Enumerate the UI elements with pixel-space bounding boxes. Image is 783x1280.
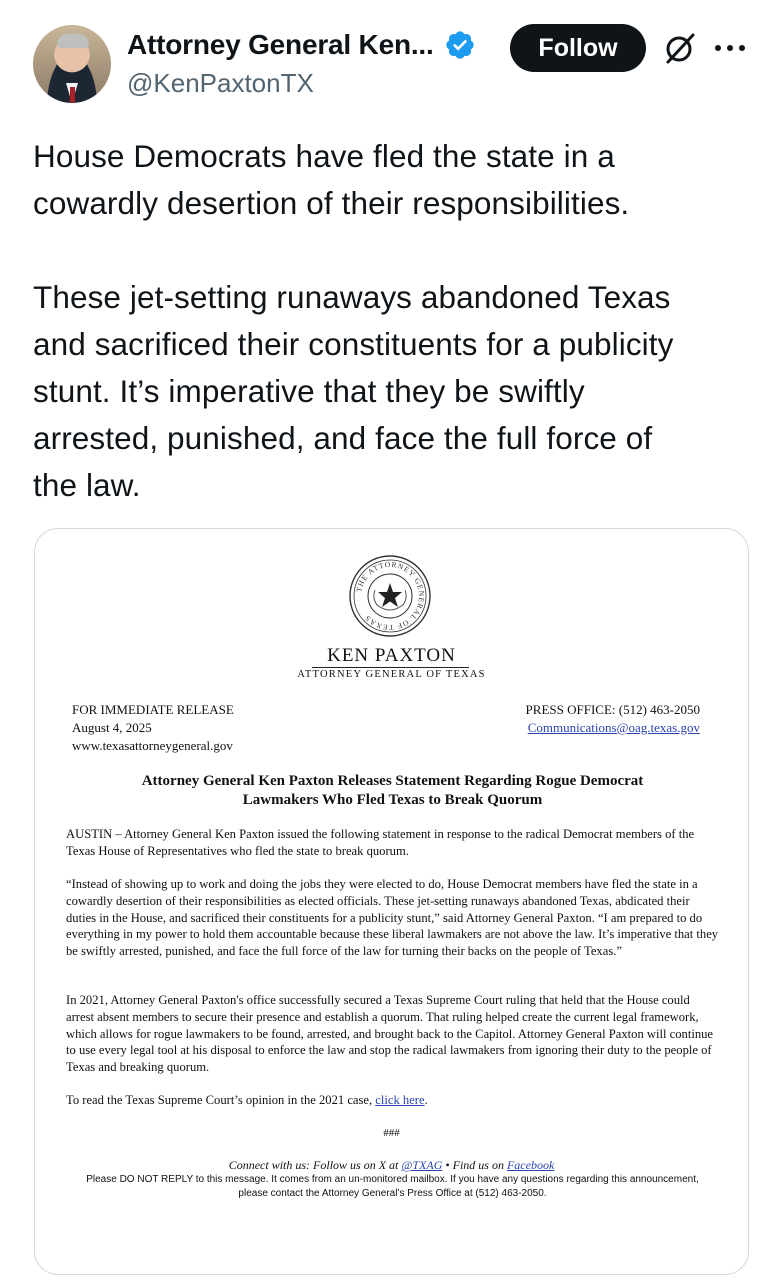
connect-middle: • Find us on <box>442 1158 507 1172</box>
paragraph-4-text: To read the Texas Supreme Court’s opinion in the 2021 case, <box>66 1093 376 1107</box>
avatar-hair <box>57 34 89 48</box>
display-name[interactable]: Attorney General Ken... <box>127 29 434 60</box>
avatar-tie <box>70 87 75 103</box>
name-divider <box>312 667 469 668</box>
release-info <box>72 701 234 755</box>
click-here-link[interactable]: click here <box>375 1093 425 1107</box>
disclaimer-text: Please DO NOT REPLY to this message. It comes from an un-monitored mailbox. If you have any questions regarding this announcement, please contact the Attorney General’s Press Office at (512) 463-2050. <box>86 1174 699 1199</box>
connect-prefix: Connect with us: Follow us on X at <box>228 1158 402 1172</box>
release-date: August 4, 2025 <box>72 720 152 735</box>
paragraph-4-period: . <box>424 1093 428 1107</box>
user-handle[interactable]: @KenPaxtonTX <box>127 68 314 98</box>
release-website: www.texasattorneygeneral.gov <box>72 738 233 753</box>
name-row <box>127 26 476 64</box>
facebook-link[interactable]: Facebook <box>506 1158 555 1172</box>
headline-line-2: Lawmakers Who Fled Texas to Break Quorum <box>242 792 543 808</box>
avatar[interactable] <box>33 25 111 103</box>
media-card[interactable] <box>34 528 749 1275</box>
press-release-document <box>35 529 748 1274</box>
grok-icon[interactable] <box>662 30 698 66</box>
more-icon[interactable] <box>710 36 750 60</box>
press-office-phone: PRESS OFFICE: (512) 463-2050 <box>525 702 700 717</box>
end-marks: ### <box>383 1127 400 1139</box>
x-account-link[interactable]: @TXAG <box>401 1158 443 1172</box>
press-release-headline <box>65 772 720 810</box>
release-label: FOR IMMEDIATE RELEASE <box>72 702 234 717</box>
paragraph-4 <box>66 1092 720 1109</box>
paragraph-1: AUSTIN – Attorney General Ken Paxton issued the following statement in response to the radical Democrat members of the Texas House of Representatives who fled the state to break quorum. <box>66 827 695 858</box>
press-office-email-link[interactable]: Communications@oag.texas.gov <box>527 720 700 735</box>
follow-button[interactable]: Follow <box>510 24 646 72</box>
connect-line <box>35 1158 748 1173</box>
attorney-general-seal-icon <box>348 554 432 638</box>
tweet-header <box>0 0 783 110</box>
seal-text: THE ATTORNEY GENERAL OF TEXAS <box>354 559 427 633</box>
headline-line-1: Attorney General Ken Paxton Releases Statement Regarding Rogue Democrat <box>141 773 644 789</box>
tweet-text: House Democrats have fled the state in a cowardly desertion of their responsibilities. These jet-setting runaways abandoned Texas and sacrificed their constituents for a publicity stunt. It’s imperative that they be swiftly arrested, punished, and face the full force of the law. <box>33 138 674 503</box>
paragraph-3: In 2021, Attorney General Paxton's office successfully secured a Texas Supreme Court ruling that held that the House could arrest absent members to secure their presence and establish a quorum. That ruling helped create the current legal framework, which allows for rogue lawmakers to be found, arrested, and brought back to the Capitol. Attorney General Paxton will continue to use every legal tool at his disposal to enforce the law and stop the radical lawmakers from ignoring their duty to the people of Texas and breaking quorum. <box>66 993 714 1075</box>
press-office-info <box>526 701 700 737</box>
document-subtitle: ATTORNEY GENERAL OF TEXAS <box>297 669 486 680</box>
document-name: KEN PAXTON <box>327 645 456 666</box>
verified-badge-icon <box>444 29 476 61</box>
paragraph-2: “Instead of showing up to work and doing the jobs they were elected to do, House Democrat members have fled the state in a cowardly desertion of their responsibilities as elected officials. These jet-setting runaways abandoned Texas, abdicated their duties in the House, and sacrificed their constituents for a publicity stunt,” said Attorney General Paxton. “I am prepared to do everything in my power to hold them accountable because these liberal lawmakers are not above the law. It’s imperative that they be swiftly arrested, punished, and face the full force of the law for turning their backs on the people of Texas.” <box>66 877 719 959</box>
